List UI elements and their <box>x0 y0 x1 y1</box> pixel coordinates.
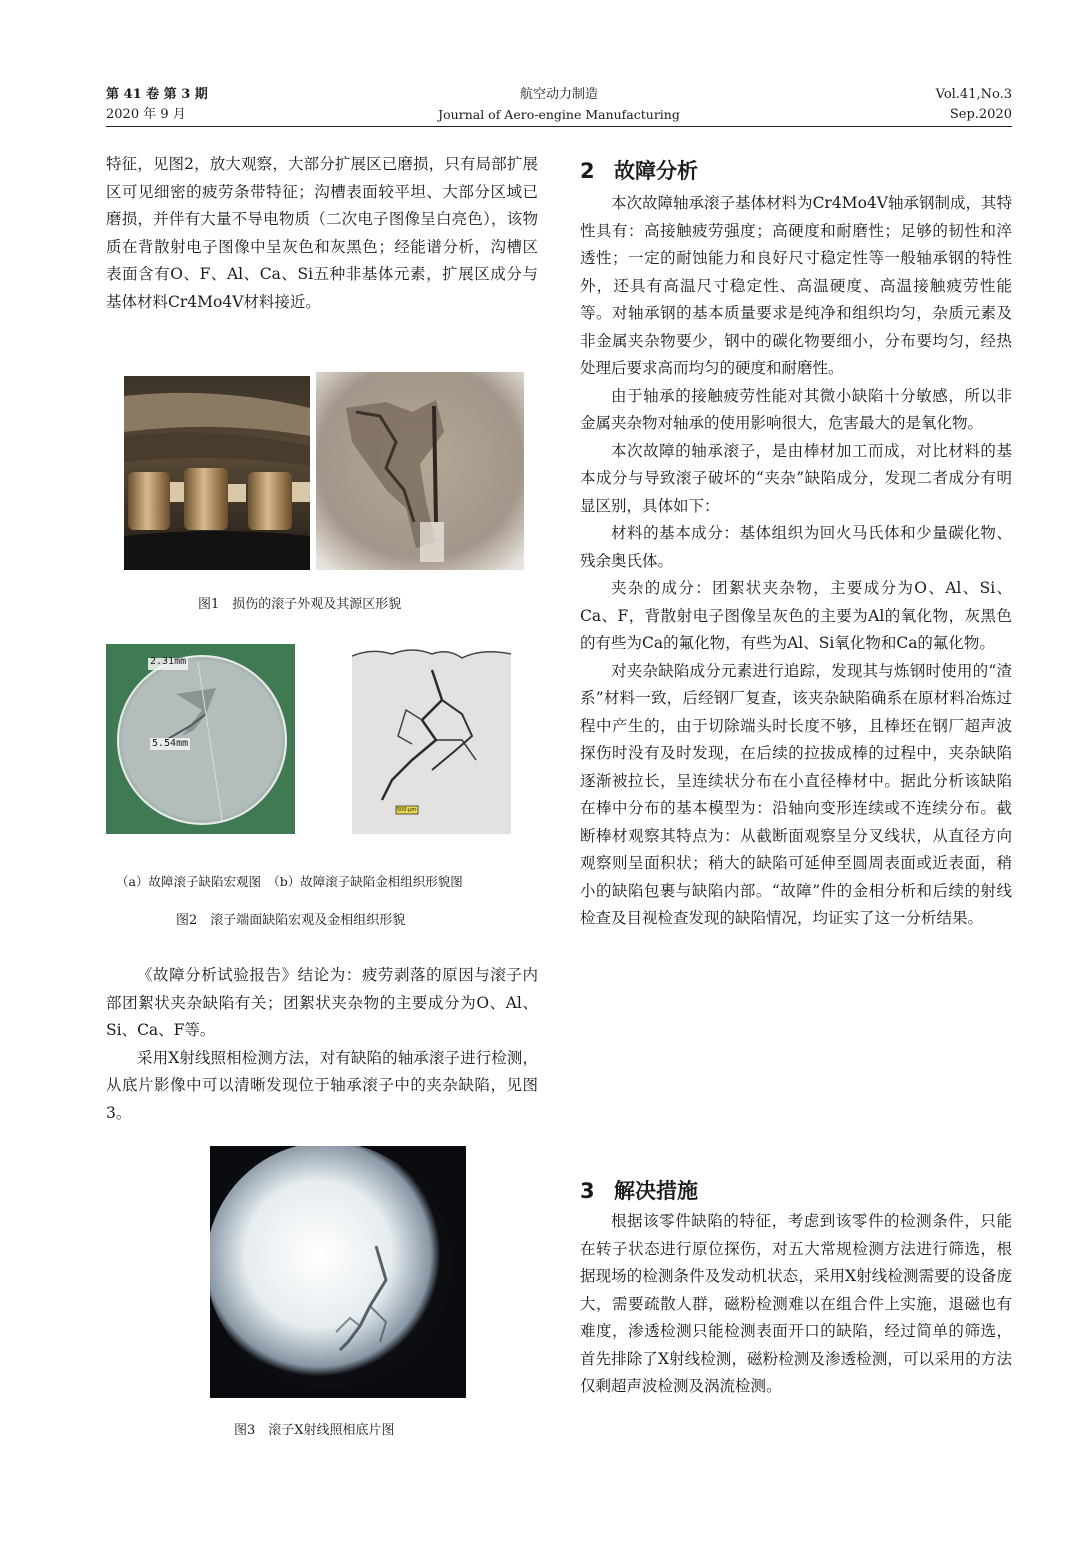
header-journal-cn: 航空动力制造 <box>519 87 598 102</box>
header-date-en: Sep.2020 <box>949 107 1012 122</box>
header-date-cn: 2020 年 9 月 <box>106 107 186 122</box>
section-2-heading <box>580 158 698 184</box>
figure-2a-macro-photo <box>106 644 295 834</box>
section-2-number: 2 <box>580 159 595 183</box>
right-section-3-body <box>580 1208 1012 1401</box>
right-p6-text: 对夹杂缺陷成分元素进行追踪，发现其与炼钢时使用的“渣系”材料一致，后经钢厂复查，该夹杂缺陷确系在原材料冶炼过程中产生的，由于切除端头时长度不够，且棒坯在钢厂超声波探伤时没有及时发现，在后续的拉拔成棒的过程中，夹杂缺陷逐渐被拉长，呈连续状分布在小直径棒材中。据此分析该缺陷在棒中分布的基本模型为：沿轴向变形连续或不连续分布。截断棒材观察其特点为：从截断面观察呈分叉线状，从直径方向观察则呈面积状；稍大的缺陷可延伸至圆周表面或近表面，稍小的缺陷包裹与缺陷内部。“故障”件的金相分析和后续的射线检查及目视检查发现的缺陷情况，均证实了这一分析结果。 <box>580 661 1012 927</box>
left-p1-text: 特征，见图2，放大观察，大部分扩展区已磨损，只有局部扩展区可见细密的疲劳条带特征；沟槽表面较平坦、大部分区域已磨损，并伴有大量不导电物质（二次电子图像呈白亮色），该物质在背散射电子图像中呈灰色和灰黑色；经能谱分析，沟槽区表面含有O、F、Al、Ca、Si五种非基体元素，扩展区成分与基体材料Cr4Mo4V材料接近。 <box>106 155 538 311</box>
right-p2-text: 由于轴承的接触疲劳性能对其微小缺陷十分敏感，所以非金属夹杂物对轴承的使用影响很大，危害最大的是氧化物。 <box>580 386 1012 432</box>
section-3-heading <box>580 1178 698 1204</box>
figure-2b-scale-bar: 500 μm <box>397 807 417 813</box>
left-paragraph-1 <box>106 151 538 316</box>
figure-1-bearing-photo <box>124 376 310 570</box>
right-p3-text: 本次故障的轴承滚子，是由棒材加工而成，对比材料的基本成分与导致滚子破坏的“夹杂”缺陷成分，发现二者成分有明显区别，具体如下： <box>580 441 1012 515</box>
figure-2b-metallographic-photo <box>352 640 511 834</box>
figure-2-subcaption: （a）故障滚子缺陷宏观图 （b）故障滚子缺陷金相组织形貌图 <box>116 874 463 889</box>
section-2-title: 故障分析 <box>614 159 698 183</box>
figure-3-xray-film <box>210 1146 466 1398</box>
right-p7-text: 根据该零件缺陷的特征，考虑到该零件的检测条件，只能在转子状态进行原位探伤，对五大常规检测方法进行筛选，根据现场的检测条件及发动机状态，采用X射线检测需要的设备庞大，需要疏散人群，磁粉检测难以在组合件上实施，退磁也有难度，渗透检测只能检测表面开口的缺陷，经过简单的筛选，首先排除了X射线检测，磁粉检测及渗透检测，可以采用的方法仅剩超声波检测及涡流检测。 <box>580 1212 1012 1395</box>
header-vol-en: Vol.41,No.3 <box>935 87 1012 102</box>
figure-1-source-zone-photo <box>316 372 524 570</box>
header-journal-en: Journal of Aero-engine Manufacturing <box>438 107 680 122</box>
header-rule <box>106 126 1012 127</box>
section-3-title: 解决措施 <box>614 1179 698 1203</box>
figure-1-caption: 图1 损伤的滚子外观及其源区形貌 <box>198 597 402 612</box>
right-p4-text: 材料的基本成分：基体组织为回火马氏体和少量碳化物、残余奥氏体。 <box>580 524 1012 570</box>
left-paragraph-2 <box>106 962 538 1127</box>
left-p2-text: 《故障分析试验报告》结论为：疲劳剥落的原因与滚子内部团絮状夹杂缺陷有关；团絮状夹杂物的主要成分为O、Al、Si、Ca、F等。 <box>106 966 538 1039</box>
figure-2a-label-1: 2.31mm <box>150 656 187 667</box>
right-p1-text: 本次故障轴承滚子基体材料为Cr4Mo4V轴承钢制成，其特性具有：高接触疲劳强度；高硬度和耐磨性；足够的韧性和淬透性；一定的耐蚀能力和良好尺寸稳定性等一般轴承钢的特性外，还具有高温尺寸稳定性、高温硬度、高温接触疲劳性能等。对轴承钢的基本质量要求是纯净和组织均匀，杂质元素及非金属夹杂物要少，钢中的碳化物要细小，分布要均匀，经热处理后要求高而均匀的硬度和耐磨性。 <box>580 194 1012 377</box>
left-p3-text: 采用X射线照相检测方法，对有缺陷的轴承滚子进行检测，从底片影像中可以清晰发现位于轴承滚子中的夹杂缺陷，见图3。 <box>106 1048 538 1122</box>
header-vol-issue: 第 41 卷 第 3 期 <box>106 87 208 102</box>
right-section-2-body <box>580 190 1012 933</box>
right-p5-text: 夹杂的成分：团絮状夹杂物，主要成分为O、Al、Si、Ca、F，背散射电子图像呈灰色的主要为Al的氧化物，灰黑色的有些为Ca的氟化物，有些为Al、Si氧化物和Ca的氟化物。 <box>580 579 1012 652</box>
figure-2a-label-2: 5.54mm <box>152 738 189 749</box>
figure-3-caption: 图3 滚子X射线照相底片图 <box>234 1423 395 1438</box>
figure-2-caption: 图2 滚子端面缺陷宏观及金相组织形貌 <box>176 913 406 928</box>
section-3-number: 3 <box>580 1179 595 1203</box>
